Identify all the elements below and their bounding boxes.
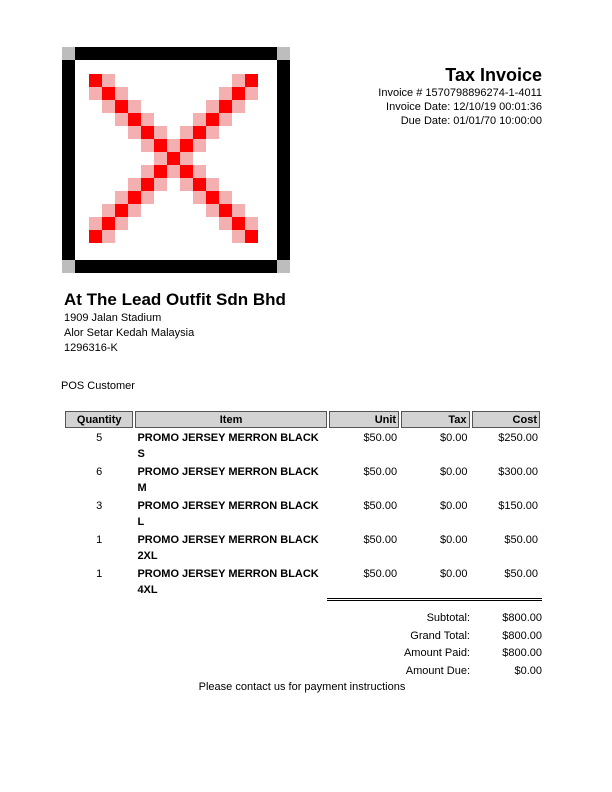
column-header-quantity: Quantity [65, 411, 133, 428]
grand-total-label: Grand Total: [410, 629, 470, 642]
company-address-line1: 1909 Jalan Stadium [64, 312, 162, 324]
row-unit: $50.00 [363, 432, 398, 444]
row-tax: $0.00 [440, 466, 468, 478]
amount-paid-value: $800.00 [502, 647, 542, 659]
company-registration: 1296316-K [64, 342, 118, 354]
customer-name: POS Customer [61, 380, 135, 392]
amount-due-value: $0.00 [514, 664, 542, 677]
grand-total-value: $800.00 [502, 629, 542, 642]
column-header-tax: Tax [401, 411, 469, 428]
row-tax: $0.00 [440, 432, 468, 444]
table-row [65, 564, 540, 598]
invoice-number: Invoice # 1570798896274-1-4011 [378, 87, 542, 99]
broken-image-icon [62, 47, 290, 273]
row-cost: $50.00 [504, 534, 538, 546]
due-date: Due Date: 01/01/70 10:00:00 [400, 115, 542, 127]
row-item: PROMO JERSEY MERRON BLACK 2XL [137, 534, 319, 562]
subtotal-row [327, 610, 542, 628]
page-title: Tax Invoice [445, 65, 542, 85]
row-unit: $50.00 [363, 466, 398, 478]
row-cost: $300.00 [498, 466, 538, 478]
row-item: PROMO JERSEY MERRON BLACK L [137, 500, 319, 528]
row-tax: $0.00 [440, 568, 468, 580]
column-header-item: Item [135, 411, 326, 428]
table-row [65, 496, 540, 530]
amount-due-row [327, 663, 542, 681]
amount-paid-label: Amount Paid: [403, 647, 470, 659]
payment-note: Please contact us for payment instructions [198, 681, 406, 693]
table-row [65, 428, 540, 462]
row-tax: $0.00 [440, 534, 468, 546]
row-quantity: 1 [96, 534, 103, 546]
row-unit: $50.00 [363, 534, 398, 546]
line-items-table [63, 411, 542, 598]
company-name: At The Lead Outfit Sdn Bhd [64, 290, 286, 309]
row-item: PROMO JERSEY MERRON BLACK S [137, 432, 319, 460]
column-header-unit: Unit [329, 411, 399, 428]
subtotal-label: Subtotal: [426, 612, 470, 624]
row-quantity: 3 [96, 500, 103, 512]
totals-divider [327, 598, 542, 603]
row-item: PROMO JERSEY MERRON BLACK 4XL [137, 568, 319, 596]
totals-block [327, 610, 542, 680]
amount-paid-row [327, 645, 542, 663]
company-block [64, 289, 286, 356]
row-quantity: 6 [96, 466, 103, 478]
table-header-row [65, 411, 540, 428]
row-cost: $250.00 [498, 432, 538, 444]
row-quantity: 1 [96, 568, 103, 580]
table-row [65, 530, 540, 564]
row-unit: $50.00 [363, 568, 398, 580]
row-item: PROMO JERSEY MERRON BLACK M [137, 466, 319, 494]
row-cost: $50.00 [504, 568, 538, 580]
subtotal-value: $800.00 [502, 612, 542, 624]
company-address-line2: Alor Setar Kedah Malaysia [64, 327, 195, 339]
grand-total-row [327, 628, 542, 646]
row-quantity: 5 [96, 432, 103, 444]
row-tax: $0.00 [440, 500, 468, 512]
invoice-date: Invoice Date: 12/10/19 00:01:36 [386, 101, 542, 113]
column-header-cost: Cost [472, 411, 540, 428]
table-row [65, 462, 540, 496]
amount-due-label: Amount Due: [405, 664, 470, 677]
row-cost: $150.00 [498, 500, 538, 512]
invoice-header [378, 64, 542, 128]
row-unit: $50.00 [363, 500, 398, 512]
